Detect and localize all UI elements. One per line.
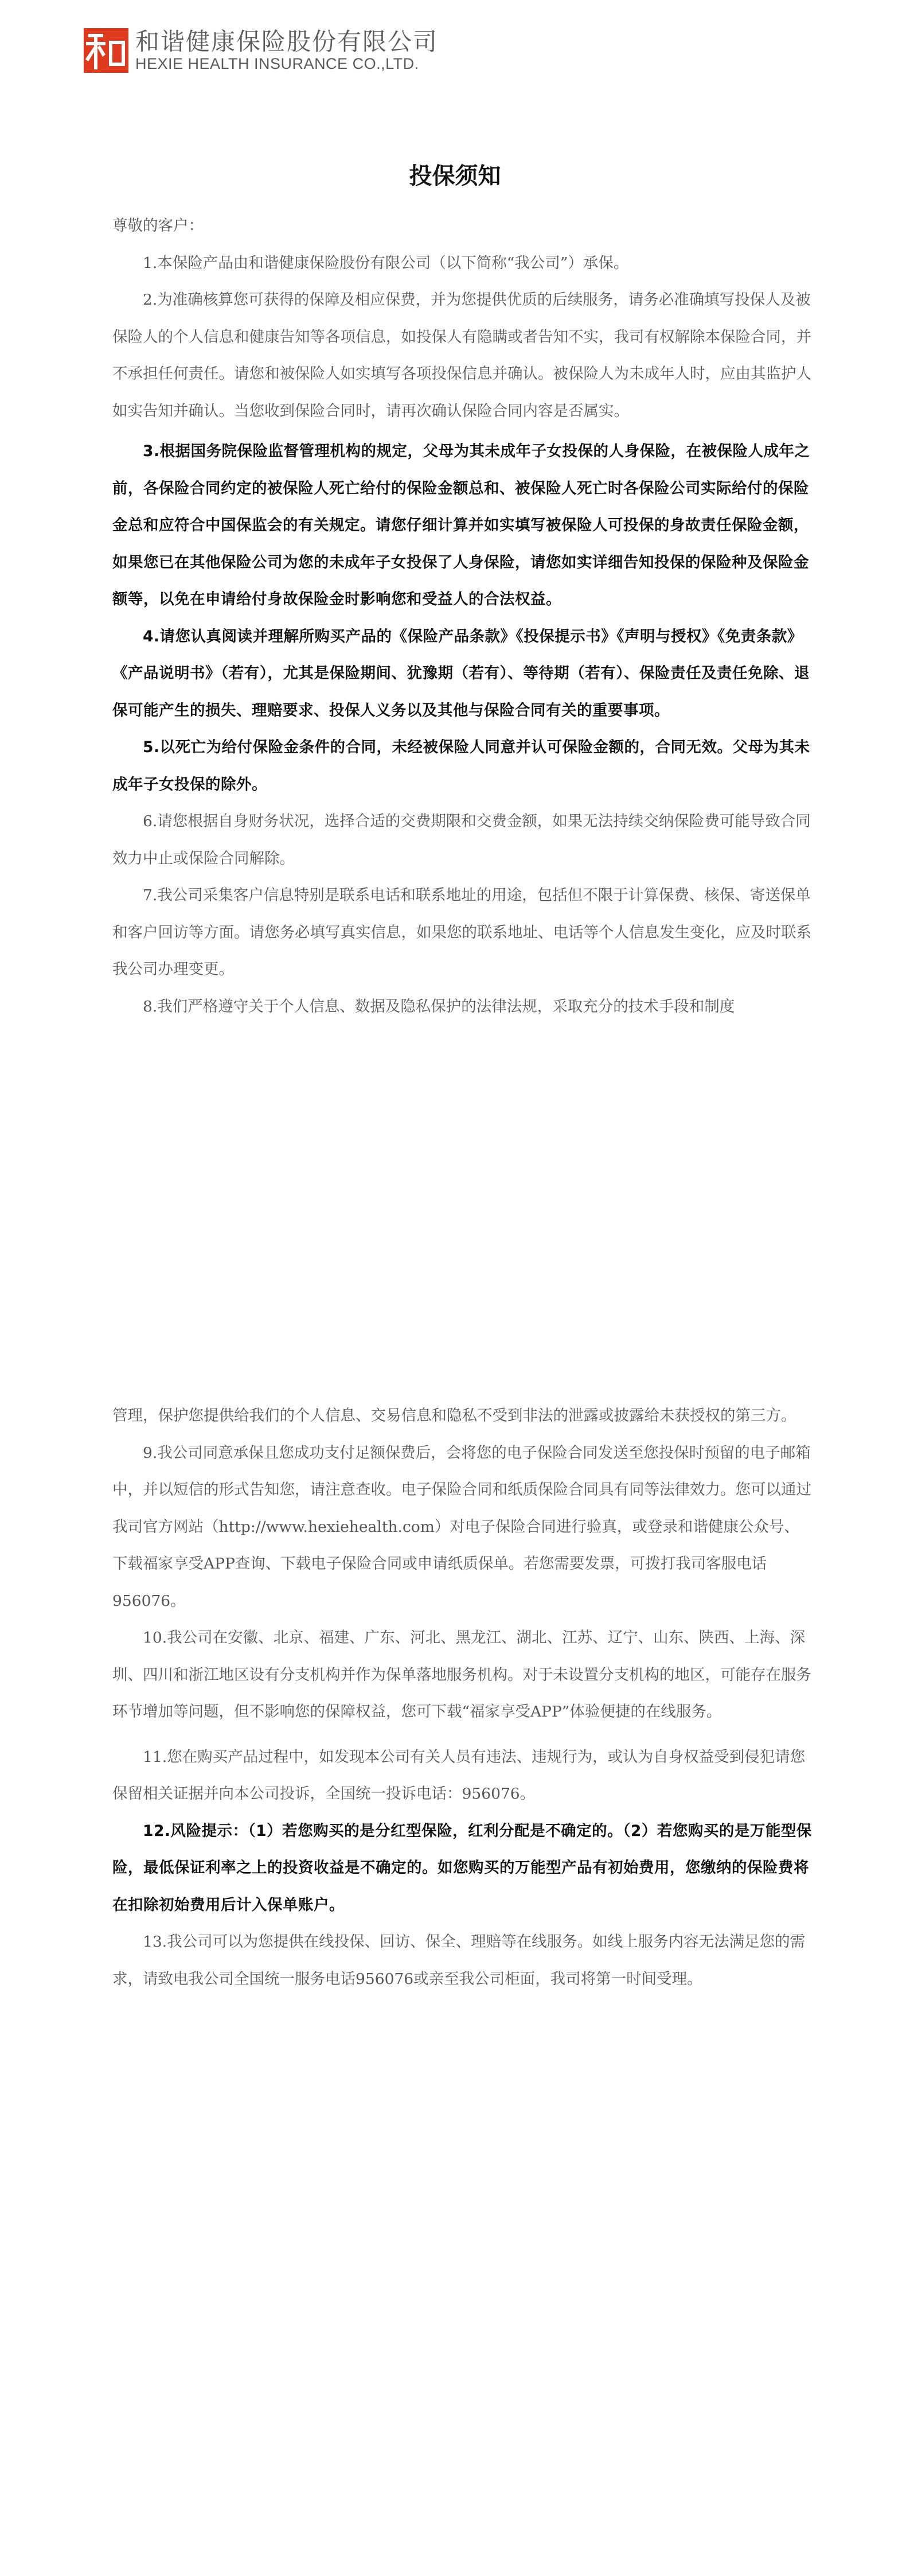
notice-item-13: 13.我公司可以为您提供在线投保、回访、保全、理赔等在线服务。如线上服务内容无法满足您的需求，请致电我公司全国统一服务电话956076或亲至我公司柜面，我司将第一时间受理。 bbox=[112, 1933, 806, 1988]
salutation: 尊敬的客户： bbox=[112, 217, 204, 235]
document-title: 投保须知 bbox=[409, 163, 501, 189]
notice-item-10: 10.我公司在安徽、北京、福建、广东、河北、黑龙江、湖北、江苏、辽宁、山东、陕西、上海、深圳、四川和浙江地区设有分支机构并作为保单落地服务机构。对于未设置分支机构的地区，可能存在服务环节增加等问题，但不影响您的保障权益，您可下载“福家享受APP”体验便捷的在线服务。 bbox=[112, 1629, 811, 1721]
notice-body-part-2 bbox=[112, 1398, 812, 1998]
notice-item-6: 6.请您根据自身财务状况，选择合适的交费期限和交费金额，如果无法持续交纳保险费可能导致合同效力中止或保险合同解除。 bbox=[112, 812, 811, 867]
hexie-logo-svg bbox=[84, 28, 128, 73]
notice-item-12: 12.风险提示：（1）若您购买的是分红型保险，红利分配是不确定的。（2）若您购买的是万能型保险，最低保证利率之上的投资收益是不确定的。如您购买的万能型产品有初始费用，您缴纳的保险费将在扣除初始费用后计入保单账户。 bbox=[112, 1822, 812, 1914]
notice-item-5: 5.以死亡为给付保险金条件的合同，未经被保险人同意并认可保险金额的，合同无效。父母为其未成年子女投保的除外。 bbox=[112, 738, 810, 793]
notice-item-11: 11.您在购买产品过程中，如发现本公司有关人员有违法、违规行为，或认为自身权益受到侵犯请您保留相关证据并向本公司投诉，全国统一投诉电话：956076。 bbox=[112, 1748, 806, 1803]
notice-item-9: 9.我公司同意承保且您成功支付足额保费后，会将您的电子保险合同发送至您投保时预留的电子邮箱中，并以短信的形式告知您，请注意查收。电子保险合同和纸质保险合同具有同等法律效力。您可以通过我司官方网站（http://www.hexiehealth.com）对电子保险合同进行验真，或登录和谐健康公众号、下载福家享受APP查询、下载电子保险合同或申请纸质保单。若您需要发票，可拨打我司客服电话956076。 bbox=[112, 1443, 811, 1610]
notice-item-2: 2.为准确核算您可获得的保障及相应保费，并为您提供优质的后续服务，请务必准确填写投保人及被保险人的个人信息和健康告知等各项信息，如投保人有隐瞒或者告知不实，我司有权解除本保险合同，并不承担任何责任。请您和被保险人如实填写各项投保信息并确认。被保险人为未成年人时，应由其监护人如实告知并确认。当您收到保险合同时，请再次确认保险合同内容是否属实。 bbox=[112, 291, 811, 420]
company-names bbox=[135, 29, 438, 72]
company-name-cn: 和谐健康保险股份有限公司 bbox=[135, 28, 439, 56]
notice-item-8-continued: 管理，保护您提供给我们的个人信息、交易信息和隐私不受到非法的泄露或披露给未获授权的第三方。 bbox=[112, 1407, 796, 1425]
notice-body-part-1 bbox=[112, 208, 812, 1025]
hexie-logo-icon bbox=[84, 28, 128, 73]
notice-item-4: 4.请您认真阅读并理解所购买产品的《保险产品条款》《投保提示书》《声明与授权》《免责条款》《产品说明书》（若有），尤其是保险期间、犹豫期（若有）、等待期（若有）、保险责任及责任免除、退保可能产生的损失、理赔要求、投保人义务以及其他与保险合同有关的重要事项。 bbox=[112, 627, 810, 719]
notice-item-7: 7.我公司采集客户信息特别是联系电话和联系地址的用途，包括但不限于计算保费、核保、寄送保单和客户回访等方面。请您务必填写真实信息，如果您的联系地址、电话等个人信息发生变化，应及时联系我公司办理变更。 bbox=[112, 886, 811, 978]
notice-item-8: 8.我们严格遵守关于个人信息、数据及隐私保护的法律法规，采取充分的技术手段和制度 bbox=[143, 997, 735, 1015]
notice-item-1: 1.本保险产品由和谐健康保险股份有限公司（以下简称“我公司”）承保。 bbox=[143, 254, 629, 272]
notice-item-3: 3.根据国务院保险监督管理机构的规定，父母为其未成年子女投保的人身保险，在被保险人成年之前，各保险合同约定的被保险人死亡给付的保险金额总和、被保险人死亡时各保险公司实际给付的保险金总和应符合中国保监会的有关规定。请您仔细计算并如实填写被保险人可投保的身故责任保险金额，如果您已在其他保险公司为您的未成年子女投保了人身保险，请您如实详细告知投保的保险种及保险金额等，以免在申请给付身故保险金时影响您和受益人的合法权益。 bbox=[112, 442, 810, 608]
company-header bbox=[84, 28, 438, 73]
company-name-en: HEXIE HEALTH INSURANCE CO.,LTD. bbox=[135, 55, 419, 72]
